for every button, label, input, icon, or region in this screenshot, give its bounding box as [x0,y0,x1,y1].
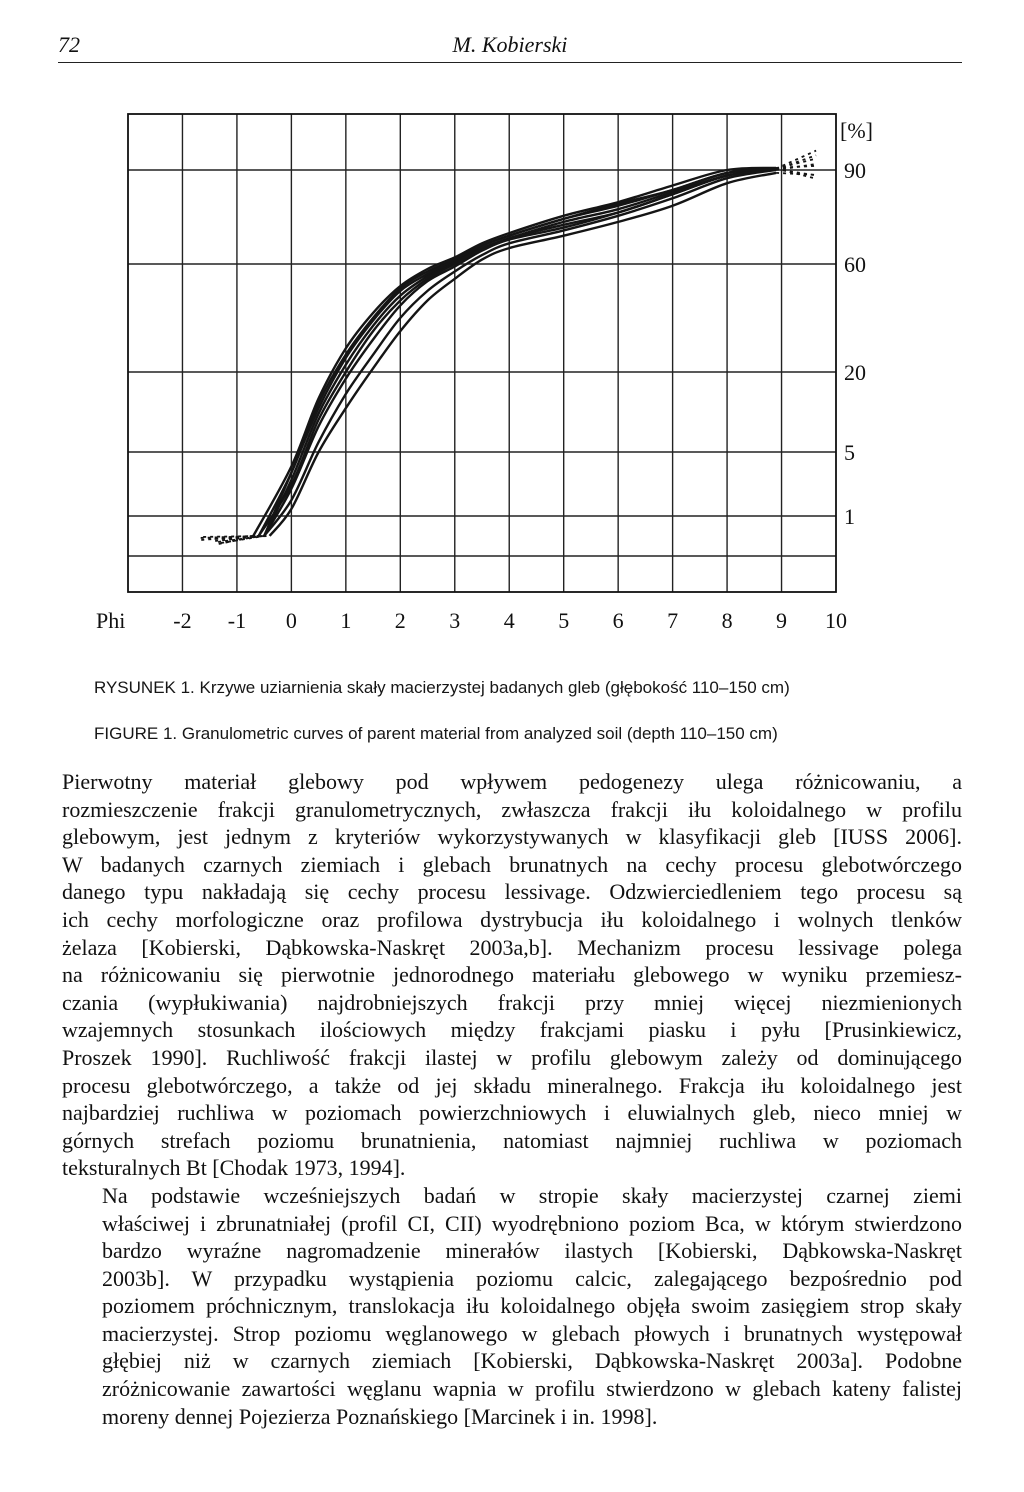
granulometric-curve [264,170,776,536]
x-tick-label: 7 [667,608,679,633]
text-line: zróżnicowanie zawartości węglanu wapnia w profilu stwierdzono w glebach kateny falistej [102,1376,962,1402]
y-tick-label: 1 [844,504,855,529]
text-line: danego typu nakładają się cechy procesu lessivage. Odzwierciedleniem tego procesu są [62,879,962,905]
text-line: Pierwotny materiał glebowy pod wpływem pedogenezy ulega różnicowaniu, a [62,769,962,794]
y-tick-label: 5 [844,440,855,465]
x-tick-label: 6 [612,608,624,633]
x-tick-label: 4 [503,608,515,633]
text-line: Proszek 1990]. Ruchliwość frakcji ilastej w profilu glebowym zależy od dominującego [62,1044,962,1070]
y-axis-unit: [%] [840,118,873,143]
text-line: 2003b]. W przypadku wystąpienia poziomu calcic, zalegającego bezpośrednio pod [102,1265,962,1291]
plot-frame [128,114,836,592]
text-line: najbardziej ruchliwa w poziomach powierzchniowych i eluwialnych gleb, nieco mniej w [62,1100,962,1126]
granulometric-curve [259,169,776,536]
text-line: W badanych czarnych ziemiach i glebach brunatnych na cechy procesu glebotwórczego [62,851,962,877]
y-tick-label: 20 [844,360,866,385]
paragraph-2 [62,1182,962,1430]
granulometric-curve [259,169,776,536]
text-line: rozmieszczenie frakcji granulometrycznych, zwłaszcza frakcji iłu koloidalnego w profilu [62,796,962,822]
text-line: górnych strefach poziomu brunatnienia, natomiast najmniej ruchliwa w poziomach [62,1127,962,1153]
text-line: ich cechy morfologiczne oraz profilowa dystrybucja iłu koloidalnego i wolnych tlenków [62,906,962,932]
x-tick-label: 5 [558,608,570,633]
x-tick-label: -2 [173,608,192,633]
text-line: macierzystej. Strop poziomu węglanowego w glebach płowych i brunatnych występował [102,1320,962,1346]
paragraph-1 [62,768,962,1182]
granulometric-chart [0,0,1024,660]
text-line: glebowym, jest jednym z kryteriów wykorzystywanych w klasyfikacji gleb [IUSS 2006]. [62,824,962,850]
text-line: poziomem próchnicznym, translokacja iłu koloidalnego objęła swoim zasięgiem strop skały [102,1293,962,1319]
curve-group [253,168,776,536]
text-line: Na podstawie wcześniejszych badań w stropie skały macierzystej czarnej ziemi [102,1182,962,1208]
text-line: głębiej niż w czarnych ziemiach [Kobierski, Dąbkowska-Naskręt 2003a]. Podobne [102,1348,962,1374]
x-tick-label: -1 [227,608,247,633]
x-tick-labels [173,608,847,633]
text-line: na różnicowaniu się pierwotnie jednorodnego materiału glebowego w wyniku przemiesz- [62,962,962,988]
text-line: właściwej i zbrunatniałej (profil CI, CII) wyodrębniono poziom Bca, w którym stwierdzono [102,1210,962,1236]
granulometric-curve [264,169,776,536]
granulometric-curve [264,169,776,536]
y-tick-labels [844,158,866,529]
text-line: czania (wypłukiwania) najdrobniejszych frakcji przy mniej więcej niezmienionych [62,989,962,1015]
text-line: żelaza [Kobierski, Dąbkowska-Naskręt 2003a,b]. Mechanizm procesu lessivage polega [62,934,962,960]
figure-caption-english: FIGURE 1. Granulometric curves of parent material from analyzed soil (depth 110–150 cm) [94,724,778,743]
x-tick-label: 1 [340,608,352,633]
x-tick-label: 2 [394,608,406,633]
horizontal-gridlines [128,170,836,556]
text-line: wzajemnych stosunkach ilościowych między frakcjami piasku i pyłu [Prusinkiewicz, [62,1017,962,1043]
granulometric-curve [264,169,776,536]
x-tick-label: 8 [721,608,733,633]
text-line: bardzo wyraźne nagromadzenie minerałów ilastych [Kobierski, Dąbkowska-Naskręt [102,1238,962,1264]
text-line: moreny dennej Pojezierza Poznańskiego [Marcinek i in. 1998]. [102,1403,658,1429]
x-axis-label: Phi [96,608,126,633]
x-tick-label: 10 [825,608,847,633]
figure-caption-polish: RYSUNEK 1. Krzywe uziarnienia skały macierzystej badanych gleb (głębokość 110–150 cm) [94,678,790,697]
body-text [62,768,962,1430]
page-number: 72 [58,32,80,57]
text-line: procesu glebotwórczego, a także od jej składu mineralnego. Frakcja iłu koloidalnego jest [62,1072,962,1098]
y-tick-label: 60 [844,252,866,277]
x-tick-label: 0 [285,608,297,633]
running-head-author: M. Kobierski [452,32,568,57]
x-tick-label: 9 [776,608,788,633]
curve-tail-start [203,536,264,537]
text-line: teksturalnych Bt [Chodak 1973, 1994]. [62,1155,406,1181]
x-tick-label: 3 [449,608,461,633]
y-tick-label: 90 [844,158,866,183]
granulometric-curve [253,168,776,536]
